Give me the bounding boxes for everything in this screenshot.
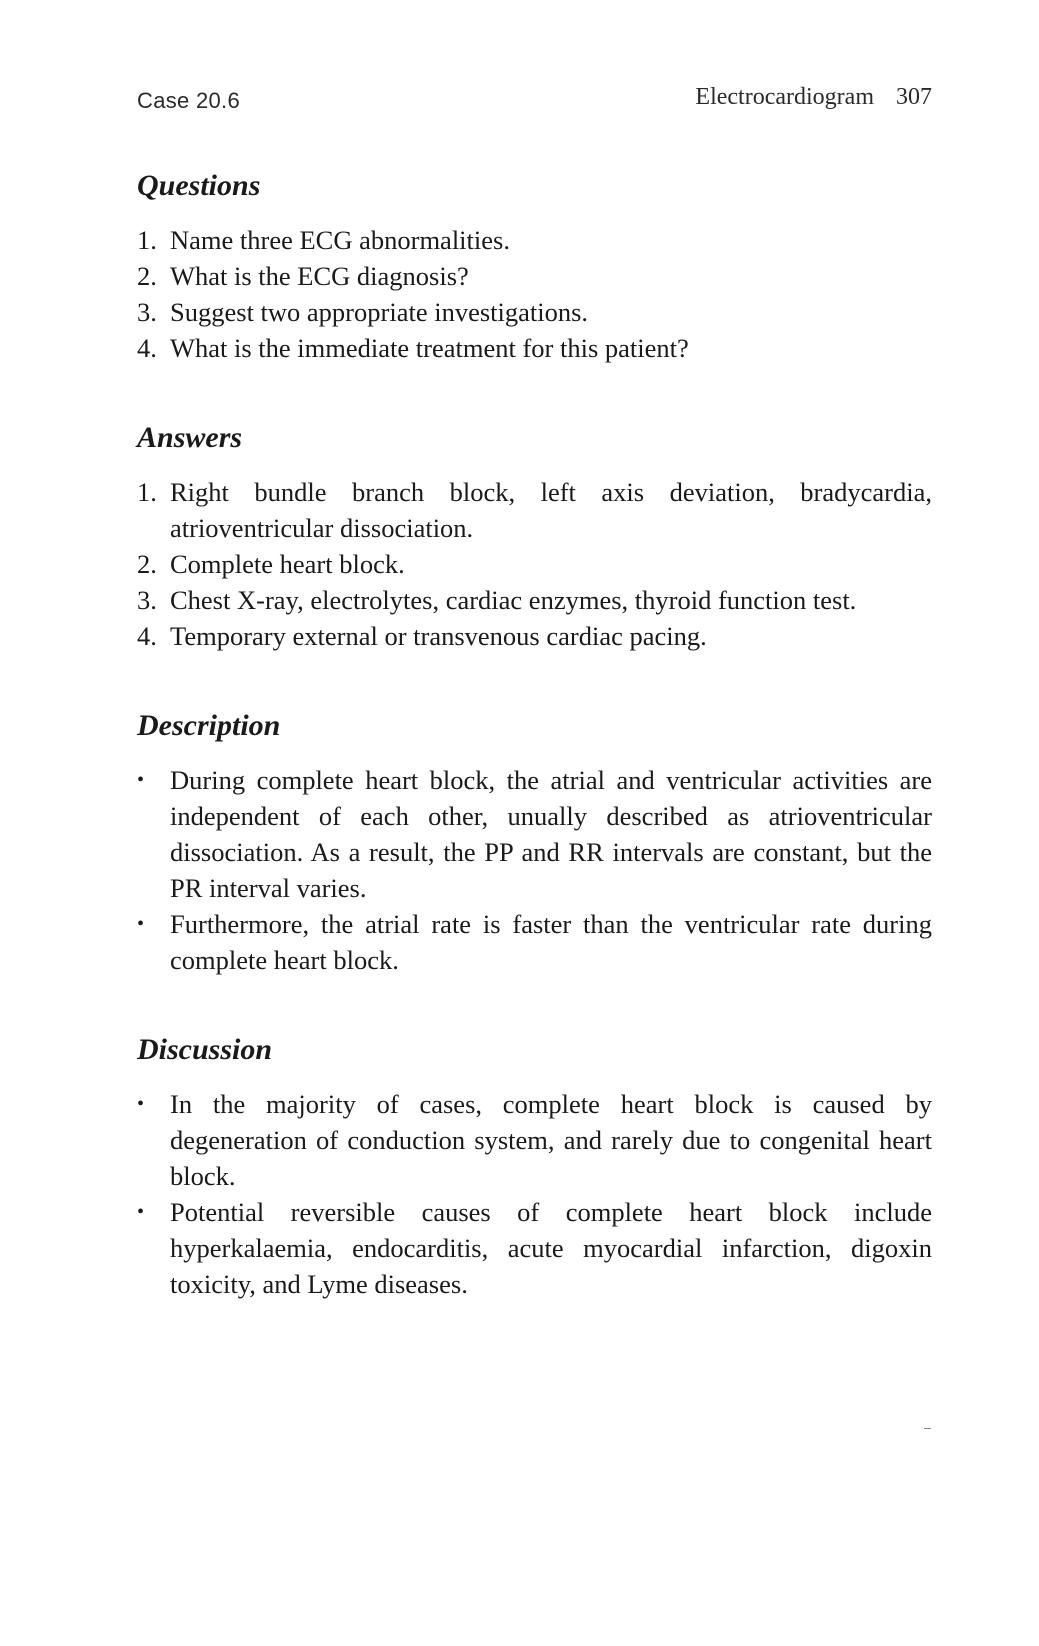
question-text: What is the ECG diagnosis? bbox=[170, 261, 469, 291]
bullet-text: Furthermore, the atrial rate is faster than the ventricular rate during complete heart block. bbox=[170, 909, 932, 975]
discussion-list bbox=[137, 1086, 932, 1302]
discussion-heading: Discussion bbox=[137, 1033, 273, 1066]
answer-text: Right bundle branch block, left axis deviation, bradycardia, atrioventricular dissociation. bbox=[170, 477, 932, 543]
answers-list bbox=[137, 474, 932, 654]
bullet-text: During complete heart block, the atrial and ventricular activities are independent of each other, unually described as atrioventricular dissociation. As a result, the PP and RR intervals are constant, but the PR interval varies. bbox=[170, 765, 932, 903]
chapter-header bbox=[695, 84, 932, 111]
bullet-text: In the majority of cases, complete heart block is caused by degeneration of conduction system, and rarely due to congenital heart block. bbox=[170, 1089, 932, 1191]
page-number: 307 bbox=[896, 84, 932, 110]
bullet-icon: • bbox=[137, 1093, 145, 1115]
answer-text: Temporary external or transvenous cardiac pacing. bbox=[170, 621, 707, 651]
question-text: What is the immediate treatment for this patient? bbox=[170, 333, 689, 363]
chapter-title: Electrocardiogram bbox=[695, 84, 874, 110]
discussion-bullet bbox=[137, 1086, 932, 1194]
question-item bbox=[137, 222, 932, 258]
description-bullet bbox=[137, 762, 932, 906]
page-body bbox=[137, 168, 932, 1356]
answer-number: 3. bbox=[137, 585, 157, 615]
answers-section bbox=[137, 420, 932, 654]
question-number: 3. bbox=[137, 297, 157, 327]
answer-number: 2. bbox=[137, 549, 157, 579]
bullet-icon: • bbox=[137, 769, 145, 791]
answer-item bbox=[137, 618, 932, 654]
bullet-icon: • bbox=[137, 913, 145, 935]
question-text: Name three ECG abnormalities. bbox=[170, 225, 510, 255]
question-text: Suggest two appropriate investigations. bbox=[170, 297, 589, 327]
answer-item bbox=[137, 546, 932, 582]
questions-section bbox=[137, 168, 932, 366]
answer-item bbox=[137, 474, 932, 546]
question-number: 4. bbox=[137, 333, 157, 363]
discussion-section bbox=[137, 1032, 932, 1302]
description-section bbox=[137, 708, 932, 978]
description-bullet bbox=[137, 906, 932, 978]
answers-heading: Answers bbox=[137, 421, 243, 454]
answer-text: Complete heart block. bbox=[170, 549, 405, 579]
question-item bbox=[137, 258, 932, 294]
description-heading: Description bbox=[137, 709, 281, 742]
questions-list bbox=[137, 222, 932, 366]
scan-speck bbox=[924, 1428, 931, 1429]
description-list bbox=[137, 762, 932, 978]
case-label: Case 20.6 bbox=[137, 88, 240, 113]
answer-number: 4. bbox=[137, 621, 157, 651]
running-header bbox=[137, 84, 932, 122]
question-item bbox=[137, 294, 932, 330]
bullet-icon: • bbox=[137, 1201, 145, 1223]
question-number: 2. bbox=[137, 261, 157, 291]
question-item bbox=[137, 330, 932, 366]
answer-number: 1. bbox=[137, 477, 157, 507]
bullet-text: Potential reversible causes of complete heart block include hyperkalaemia, endocarditis, acute myocardial infarction, digoxin toxicity, and Lyme diseases. bbox=[170, 1197, 932, 1299]
question-number: 1. bbox=[137, 225, 157, 255]
questions-heading: Questions bbox=[137, 169, 261, 202]
answer-text: Chest X-ray, electrolytes, cardiac enzymes, thyroid function test. bbox=[170, 585, 857, 615]
discussion-bullet bbox=[137, 1194, 932, 1302]
answer-item bbox=[137, 582, 932, 618]
